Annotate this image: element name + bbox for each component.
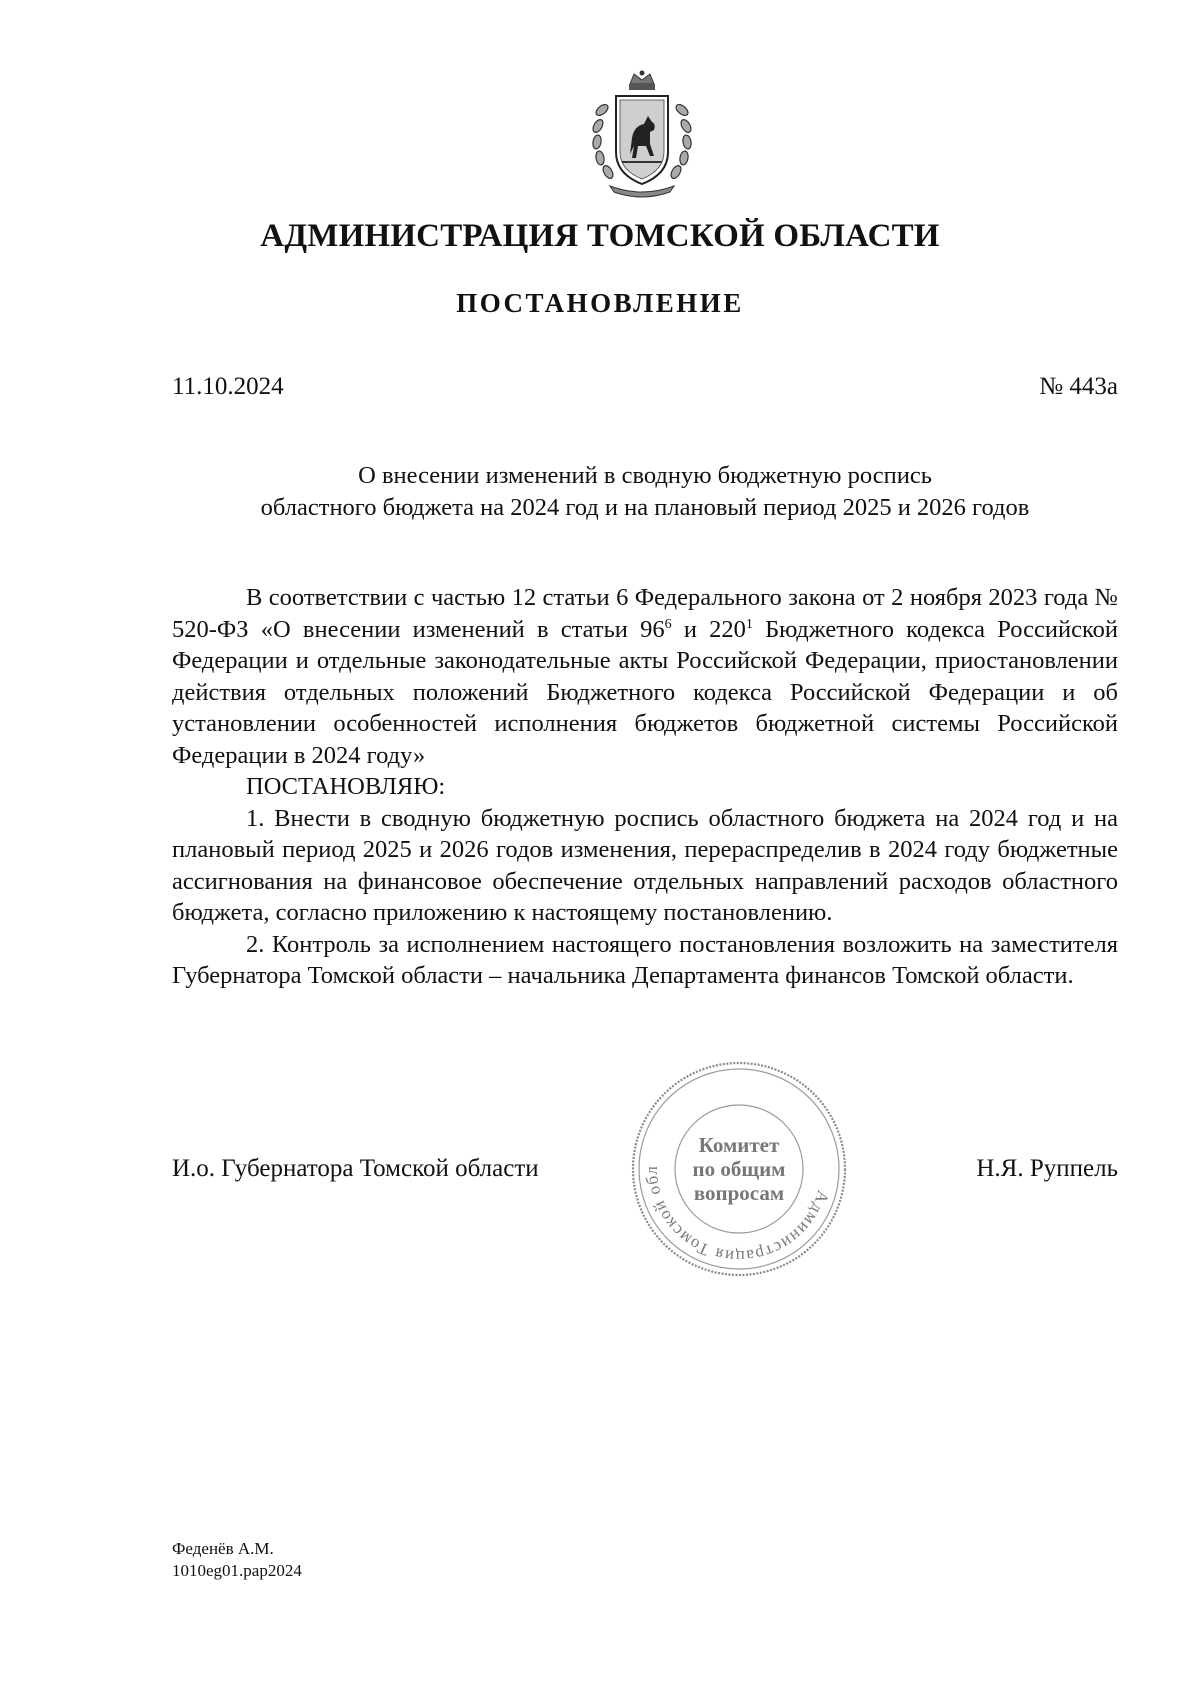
official-seal [628, 1058, 850, 1280]
subject-line: областного бюджета на 2024 год и на плановый период 2025 и 2026 годов [260, 494, 1030, 521]
item-paragraph: 2. Контроль за исполнением настоящего постановления возложить на заместителя Губернатора Томской области – начальника Департамента финансов Томской области. [172, 930, 1118, 989]
superscript: 6 [664, 616, 672, 632]
seal-ring-text: Администрация Томской обл [641, 1164, 833, 1267]
superscript: 1 [745, 616, 753, 632]
coat-of-arms-icon [582, 70, 702, 200]
seal-center-line: Комитет [698, 1133, 780, 1157]
decree-word: ПОСТАНОВЛЯЮ: [246, 773, 446, 800]
file-code: 1010eg01.pap2024 [172, 1561, 302, 1580]
document-body [172, 582, 1118, 992]
preamble-paragraph: В соответствии с частью 12 статьи 6 Федерального закона от 2 ноября 2023 года № 520-ФЗ «О внесении изменений в статьи $96^6$ и $220^1$ Бюджетного кодекса Российской Федерации и отдельные законодательные акты Российской Федерации, приостановлении действия отдельных положений Бюджетного кодекса Российской Федерации и об установлении особенностей исполнения бюджетов бюджетной системы Российской Федерации в 2024 году» [172, 584, 1118, 769]
seal-center-line: вопросам [693, 1181, 785, 1205]
document-footer [172, 1538, 302, 1582]
organization-title: АДМИНИСТРАЦИЯ ТОМСКОЙ ОБЛАСТИ [260, 218, 940, 254]
document-subject [172, 460, 1118, 524]
executor-name: Феденёв А.М. [172, 1539, 274, 1558]
document-date: 11.10.2024 [172, 373, 284, 400]
subject-line: О внесении изменений в сводную бюджетную роспись [358, 462, 932, 489]
item-paragraph: 1. Внести в сводную бюджетную роспись областного бюджета на 2024 год и на плановый период 2025 и 2026 годов изменения, перераспределив в 2024 году бюджетные ассигнования на финансовое обеспечение отдельных направлений расходов областного бюджета, согласно приложению к настоящему постановлению. [172, 804, 1118, 926]
signer-name: Н.Я. Руппель [976, 1155, 1118, 1182]
signer-title: И.о. Губернатора Томской области [172, 1155, 539, 1182]
document-number: № 443а [1039, 373, 1118, 400]
seal-center-line: по общим [692, 1157, 786, 1181]
document-type: ПОСТАНОВЛЕНИЕ [456, 288, 744, 318]
